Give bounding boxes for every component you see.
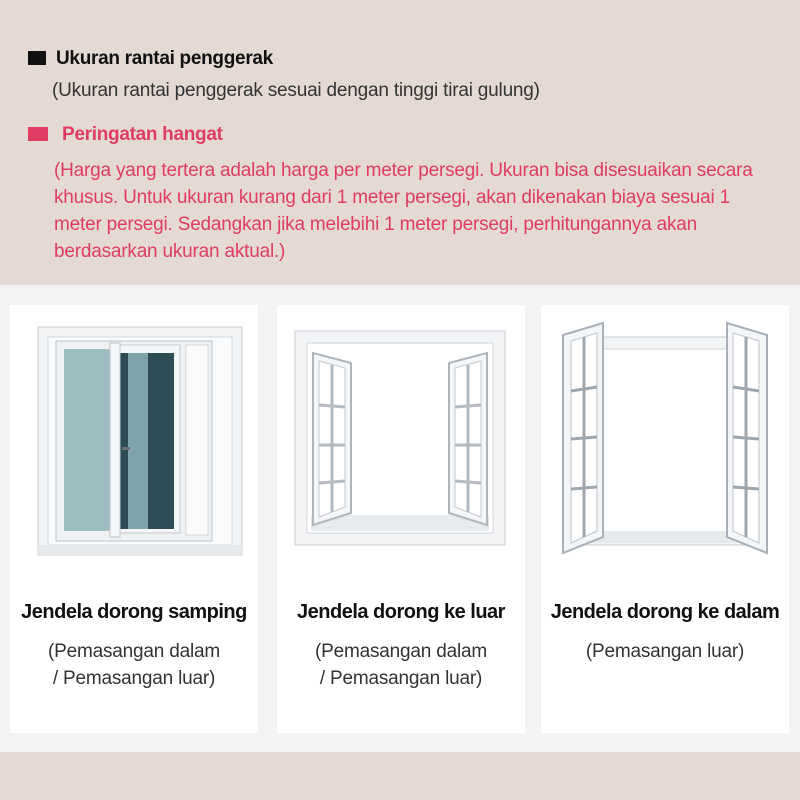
card-sliding-window [10, 305, 258, 733]
card-subtitle-line-1: (Pemasangan dalam [315, 641, 487, 662]
card-subtitle-line-1: (Pemasangan dalam [48, 641, 220, 662]
bottom-strip [0, 752, 800, 800]
sliding-window-icon [10, 305, 258, 575]
card-subtitle-line-2: / Pemasangan luar) [52, 668, 216, 689]
card-inward-window [541, 305, 789, 733]
chain-note: (Ukuran rantai penggerak sesuai dengan tinggi tirai gulung) [52, 80, 540, 101]
card-title: Jendela dorong ke dalam [550, 601, 780, 623]
card-title: Jendela dorong samping [21, 601, 247, 623]
card-subtitle-line-1: (Pemasangan luar) [585, 641, 745, 662]
card-subtitle-line-2: / Pemasangan luar) [319, 668, 483, 689]
card-subtitle [541, 638, 789, 665]
square-bullet-icon [28, 51, 46, 65]
warning-heading-text: Peringatan hangat [62, 124, 223, 145]
warning-note: (Harga yang tertera adalah harga per meter persegi. Ukuran bisa disesuaikan secara khusus. Untuk ukuran kurang dari 1 meter persegi, akan dikenakan biaya sesuai 1 meter persegi. Sedangkan jika melebihi 1 meter persegi, perhitungannya akan berdasarkan ukuran aktual.) [54, 160, 753, 262]
card-subtitle [277, 638, 525, 692]
outward-casement-window-icon [277, 305, 525, 575]
card-subtitle [10, 638, 258, 692]
chain-heading [28, 48, 273, 70]
card-outward-window [277, 305, 525, 733]
warning-heading [28, 124, 223, 146]
square-bullet-icon [28, 127, 48, 141]
chain-heading-text: Ukuran rantai penggerak [56, 48, 273, 69]
card-title: Jendela dorong ke luar [297, 601, 505, 623]
inward-casement-window-icon [541, 305, 789, 575]
